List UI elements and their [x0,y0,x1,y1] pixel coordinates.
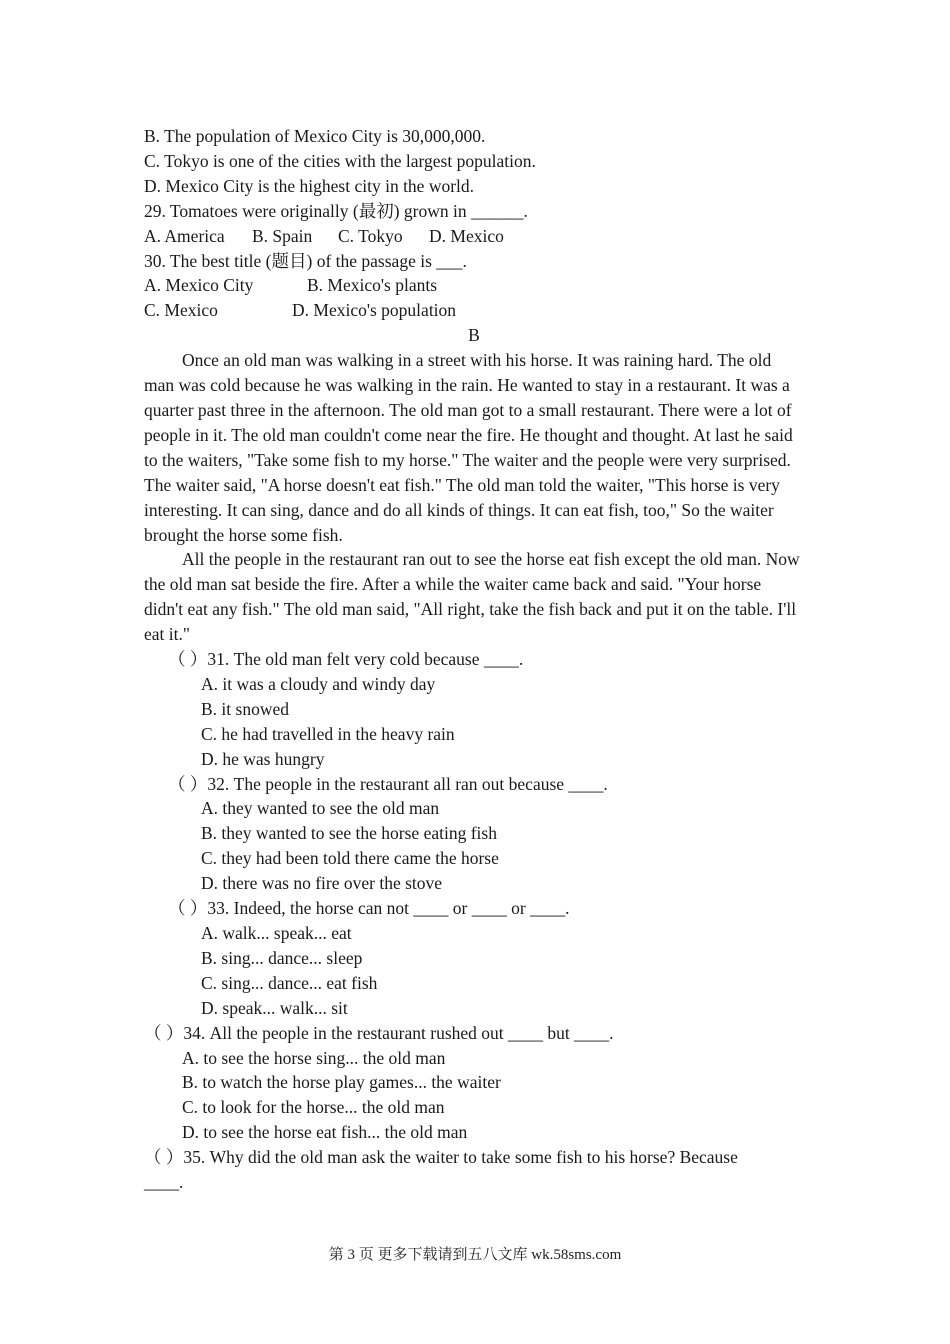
passage-paragraph-1: Once an old man was walking in a street with his horse. It was raining hard. The old man was cold because he was walking in the rain. He wanted to stay in a restaurant. It was a quarter past three in the afternoon. The old man got to a small restaurant. There were a lot of people in it. The old man couldn't come near the fire. He thought and thought. At last he said to the waiters, "Take some fish to my horse." The waiter and the people were very surprised. The waiter said, "A horse doesn't eat fish." The old man told the waiter, "This horse is very interesting. It can sing, dance and do all kinds of things. It can eat fish, too," So the waiter brought the horse some fish. [144,350,793,545]
q33-option-a: A. walk... speak... eat [201,923,352,943]
q29-option-d: D. Mexico [429,225,504,246]
q31-option-d: D. he was hungry [201,748,325,769]
q28-option-b: B. The population of Mexico City is 30,000,000. [144,126,486,146]
q30-options-row1 [144,273,804,298]
q28-option-c: C. Tokyo is one of the cities with the largest population. [144,150,536,171]
q35-stem: （ ）35. Why did the old man ask the waiter to take some fish to his horse? Because [144,1147,738,1168]
q33-option-b: B. sing... dance... sleep [201,947,363,968]
q34-option-d: D. to see the horse eat fish... the old man [182,1122,468,1143]
q32-option-a: A. they wanted to see the old man [201,798,440,819]
q34-stem: （ ）34. All the people in the restaurant rushed out ____ but ____. [144,1022,614,1043]
q29-option-c: C. Tokyo [338,225,403,246]
q33-option-d: D. speak... walk... sit [201,997,348,1018]
page-footer: 第 3 页 更多下载请到五八文库 wk.58sms.com [328,1247,622,1263]
q33-stem: （ ）33. Indeed, the horse can not ____ or ____ or ____. [168,898,570,919]
section-heading: B [468,325,480,346]
q32-option-d: D. there was no fire over the stove [201,873,443,894]
document-page [144,124,804,1195]
q32-option-b: B. they wanted to see the horse eating fish [201,823,497,844]
q32-stem: （ ）32. The people in the restaurant all ran out because ____. [168,773,608,794]
q33-option-c: C. sing... dance... eat fish [201,972,378,993]
q31-option-c: C. he had travelled in the heavy rain [201,723,455,744]
q34-option-c: C. to look for the horse... the old man [182,1097,445,1118]
q30-option-c: C. Mexico [144,300,218,321]
q34-option-b: B. to watch the horse play games... the waiter [182,1072,501,1093]
q31-option-b: B. it snowed [201,698,289,719]
q30-option-a: A. Mexico City [144,275,254,296]
q30-option-b: B. Mexico's plants [307,275,438,296]
q29-option-b: B. Spain [252,225,313,246]
q30-options-row2 [144,298,804,323]
q31-stem: （ ）31. The old man felt very cold because ____. [168,649,524,670]
passage-paragraph-2: All the people in the restaurant ran out to see the horse eat fish except the old man. Now the old man sat beside the fire. After a while the waiter came back and said. "Your horse didn't eat any fish." The old man said, "All right, take the fish back and put it on the table. I'll eat it." [144,549,800,645]
q34-option-a: A. to see the horse sing... the old man [182,1047,446,1068]
q29-stem: 29. Tomatoes were originally (最初) grown in ______. [144,200,528,221]
q30-stem: 30. The best title (题目) of the passage is ___. [144,250,467,271]
q30-option-d: D. Mexico's population [292,300,457,321]
q32-option-c: C. they had been told there came the horse [201,848,499,869]
q35-stem-continuation: ____. [144,1172,184,1193]
q29-option-a: A. America [144,225,225,246]
q28-option-d: D. Mexico City is the highest city in the world. [144,175,475,196]
q31-option-a: A. it was a cloudy and windy day [201,673,436,694]
q29-options [144,224,804,249]
